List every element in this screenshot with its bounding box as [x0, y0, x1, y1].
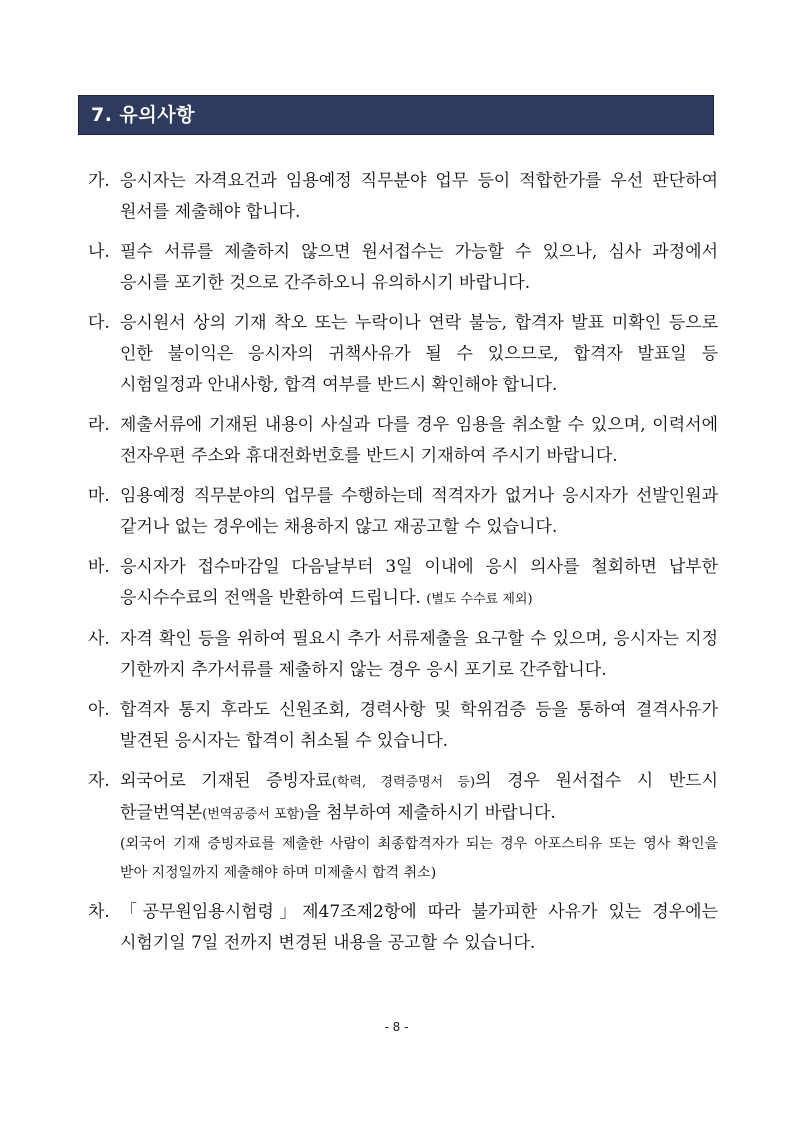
notice-item — [88, 410, 718, 472]
item-text: 임용예정 직무분야의 업무를 수행하는데 적격자가 없거나 응시자가 선발인원과 같거나 없는 경우에는 채용하지 않고 재공고할 수 있습니다. — [120, 486, 718, 537]
item-marker: 마. — [88, 486, 110, 506]
item-text: 자격 확인 등을 위하여 필요시 추가 서류제출을 요구할 수 있으며, 응시자는 지정 기한까지 추가서류를 제출하지 않는 경우 응시 포기로 간주합니다. — [120, 629, 718, 680]
item-marker: 아. — [88, 700, 110, 720]
item-marker: 가. — [88, 171, 110, 191]
item-marker: 자. — [88, 771, 110, 791]
item-text: 「공무원임용시험령」제47조제2항에 따라 불가피한 사유가 있는 경우에는 시험기일 7일 전까지 변경된 내용을 공고할 수 있습니다. — [120, 902, 718, 953]
item-text: 합격자 통지 후라도 신원조회, 경력사항 및 학위검증 등을 통하여 결격사유가 발견된 응시자는 합격이 취소될 수 있습니다. — [120, 700, 718, 751]
notice-item — [88, 897, 718, 959]
item-note: (외국어 기재 증빙자료를 제출한 사람이 최종합격자가 되는 경우 아포스티유 또는 영사 확인을 받아 지정일까지 제출해야 하며 미제출시 합격 취소) — [120, 836, 718, 881]
item-text: 외국어로 기재된 증빙자료 — [120, 771, 332, 791]
item-small-note: (별도 수수료 제외) — [426, 592, 533, 607]
item-small-note: (번역공증서 포함) — [202, 807, 305, 822]
item-text: 을 첨부하여 제출하시기 바랍니다. — [304, 803, 556, 823]
item-text: 필수 서류를 제출하지 않으면 원서접수는 가능할 수 있으나, 심사 과정에서 응시를 포기한 것으로 간주하오니 유의하시기 바랍니다. — [120, 242, 718, 293]
notice-item — [88, 552, 718, 615]
item-text: 응시자가 접수마감일 다음날부터 3일 이내에 응시 의사를 철회하면 납부한 응시수수료의 전액을 반환하여 드립니다. — [120, 557, 718, 608]
item-marker: 차. — [88, 902, 110, 922]
section-title: 7. 유의사항 — [78, 95, 714, 135]
notice-item — [88, 308, 718, 401]
page-number: - 8 - — [384, 1020, 409, 1034]
item-text: 제출서류에 기재된 내용이 사실과 다를 경우 임용을 취소할 수 있으며, 이력서에 전자우편 주소와 휴대전화번호를 반드시 기재하여 주시기 바랍니다. — [120, 415, 718, 466]
item-text: 응시원서 상의 기재 착오 또는 누락이나 연락 불능, 합격자 발표 미확인 등으로 인한 불이익은 응시자의 귀책사유가 될 수 있으므로, 합격자 발표일 등 시험일정과 안내사항, 합격 여부를 반드시 확인해야 합니다. — [120, 313, 718, 395]
item-text: 응시자는 자격요건과 임용예정 직무분야 업무 등이 적합한가를 우선 판단하여 원서를 제출해야 합니다. — [120, 171, 718, 222]
item-text: 의 경우 원서접수 시 반드시 한글번역본 — [120, 771, 718, 823]
item-marker: 나. — [88, 242, 110, 262]
item-marker: 라. — [88, 415, 110, 435]
item-marker: 사. — [88, 629, 110, 649]
notice-item — [88, 166, 718, 228]
notice-item — [88, 237, 718, 299]
item-small-note: (학력, 경력증명서 등) — [331, 775, 476, 790]
item-marker: 바. — [88, 557, 110, 577]
notice-item — [88, 695, 718, 757]
notice-item — [88, 624, 718, 686]
notice-item — [88, 481, 718, 543]
notice-list — [88, 166, 718, 959]
notice-item — [88, 766, 718, 888]
item-marker: 다. — [88, 313, 110, 333]
